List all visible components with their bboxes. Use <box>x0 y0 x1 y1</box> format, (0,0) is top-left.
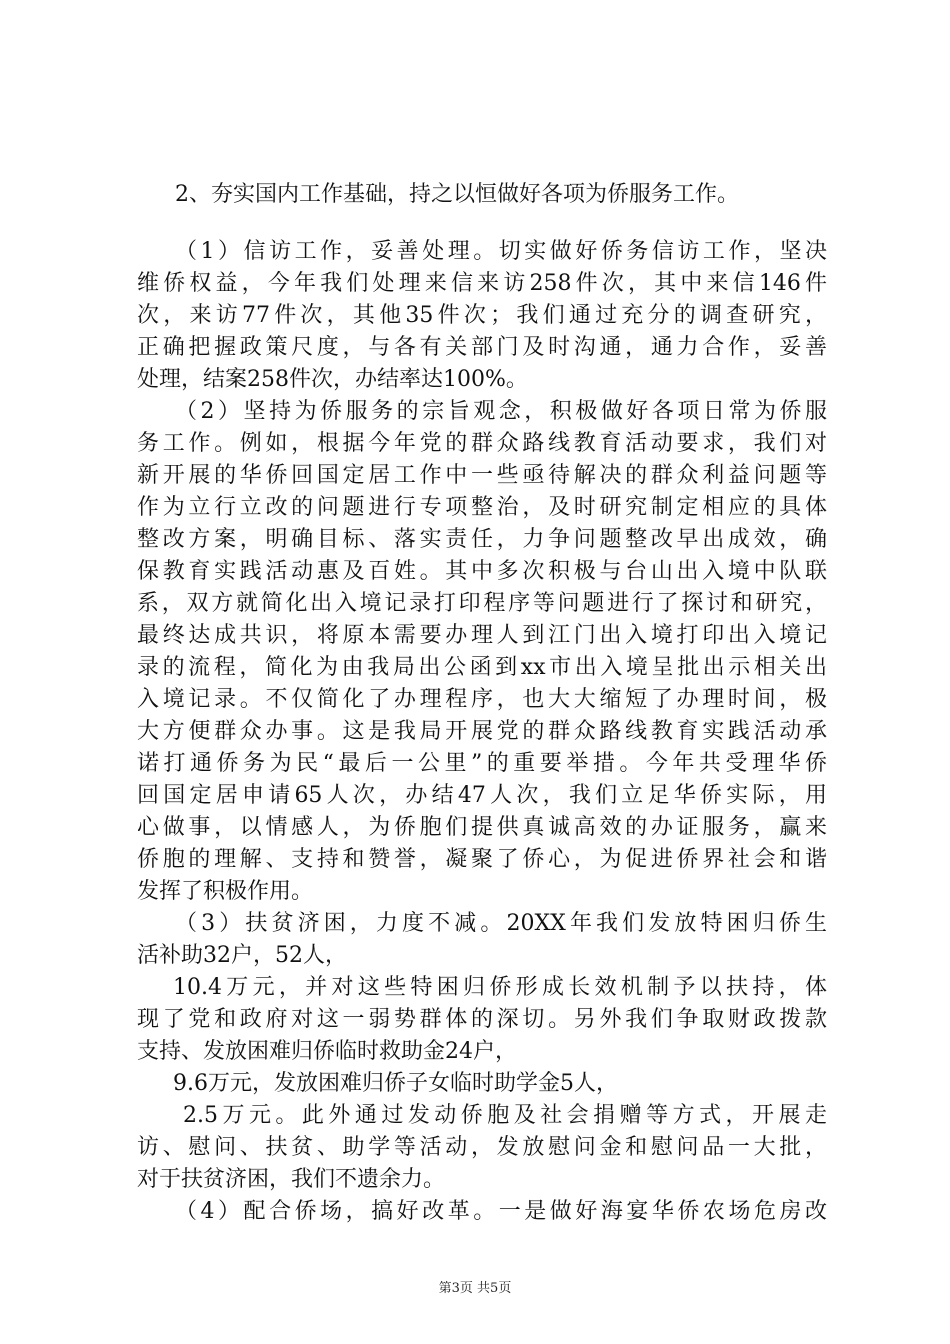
text-line: 系，双方就简化出入境记录打印程序等问题进行了探讨和研究， <box>137 591 827 616</box>
text-line: 9.6万元，发放困难归侨子女临时助学金5人， <box>173 1071 618 1096</box>
text-line: 次，来访77件次，其他35件次；我们通过充分的调查研究， <box>137 303 827 328</box>
text-line: （3）扶贫济困，力度不减。20XX年我们发放特困归侨生 <box>175 911 827 936</box>
text-line: 作为立行立改的问题进行专项整治，及时研究制定相应的具体 <box>137 495 827 520</box>
text-line: 最终达成共识，将原本需要办理人到江门出入境打印出入境记 <box>137 623 827 648</box>
text-line: 回国定居申请65人次，办结47人次，我们立足华侨实际，用 <box>137 783 827 808</box>
text-line: 10.4万元，并对这些特困归侨形成长效机制予以扶持，体 <box>173 975 827 1000</box>
document-body <box>137 236 827 1228</box>
text-line: 支持、发放困难归侨临时救助金24户， <box>137 1039 517 1064</box>
text-line: 录的流程，简化为由我局出公函到xx市出入境呈批出示相关出 <box>137 655 827 680</box>
text-line: （4）配合侨场，搞好改革。一是做好海宴华侨农场危房改 <box>175 1199 827 1224</box>
section-heading: 2、夯实国内工作基础，持之以恒做好各项为侨服务工作。 <box>175 182 739 207</box>
text-line: 现了党和政府对这一弱势群体的深切。另外我们争取财政拨款 <box>137 1007 827 1032</box>
text-line: 维侨权益，今年我们处理来信来访258件次，其中来信146件 <box>137 271 827 296</box>
text-line: 大方便群众办事。这是我局开展党的群众路线教育实践活动承 <box>137 719 827 744</box>
text-line: 新开展的华侨回国定居工作中一些亟待解决的群众利益问题等 <box>137 463 827 488</box>
text-line: 对于扶贫济困，我们不遗余力。 <box>137 1167 446 1192</box>
text-line: 正确把握政策尺度，与各有关部门及时沟通，通力合作，妥善 <box>137 335 827 360</box>
text-line: 访、慰问、扶贫、助学等活动，发放慰问金和慰问品一大批， <box>137 1135 827 1160</box>
text-line: （2）坚持为侨服务的宗旨观念，积极做好各项日常为侨服 <box>175 399 827 424</box>
text-line: 2.5万元。此外通过发动侨胞及社会捐赠等方式，开展走 <box>183 1103 827 1128</box>
text-line: 发挥了积极作用。 <box>137 879 314 904</box>
text-line: 入境记录。不仅简化了办理程序，也大大缩短了办理时间，极 <box>137 687 827 712</box>
text-line: （1）信访工作，妥善处理。切实做好侨务信访工作，坚决 <box>175 239 827 264</box>
text-line: 保教育实践活动惠及百姓。其中多次积极与台山出入境中队联 <box>137 559 827 584</box>
text-line: 心做事，以情感人，为侨胞们提供真诚高效的办证服务，赢来 <box>137 815 827 840</box>
text-line: 侨胞的理解、支持和赞誉，凝聚了侨心，为促进侨界社会和谐 <box>137 847 827 872</box>
text-line: 活补助32户，52人， <box>137 943 347 968</box>
text-line: 处理，结案258件次，办结率达100%。 <box>137 367 528 392</box>
text-line: 务工作。例如，根据今年党的群众路线教育活动要求，我们对 <box>137 431 827 456</box>
page-footer: 第3页 共5页 <box>438 1281 512 1296</box>
text-line: 整改方案，明确目标、落实责任，力争问题整改早出成效，确 <box>137 527 827 552</box>
text-line: 诺打通侨务为民“最后一公里”的重要举措。今年共受理华侨 <box>137 751 827 776</box>
